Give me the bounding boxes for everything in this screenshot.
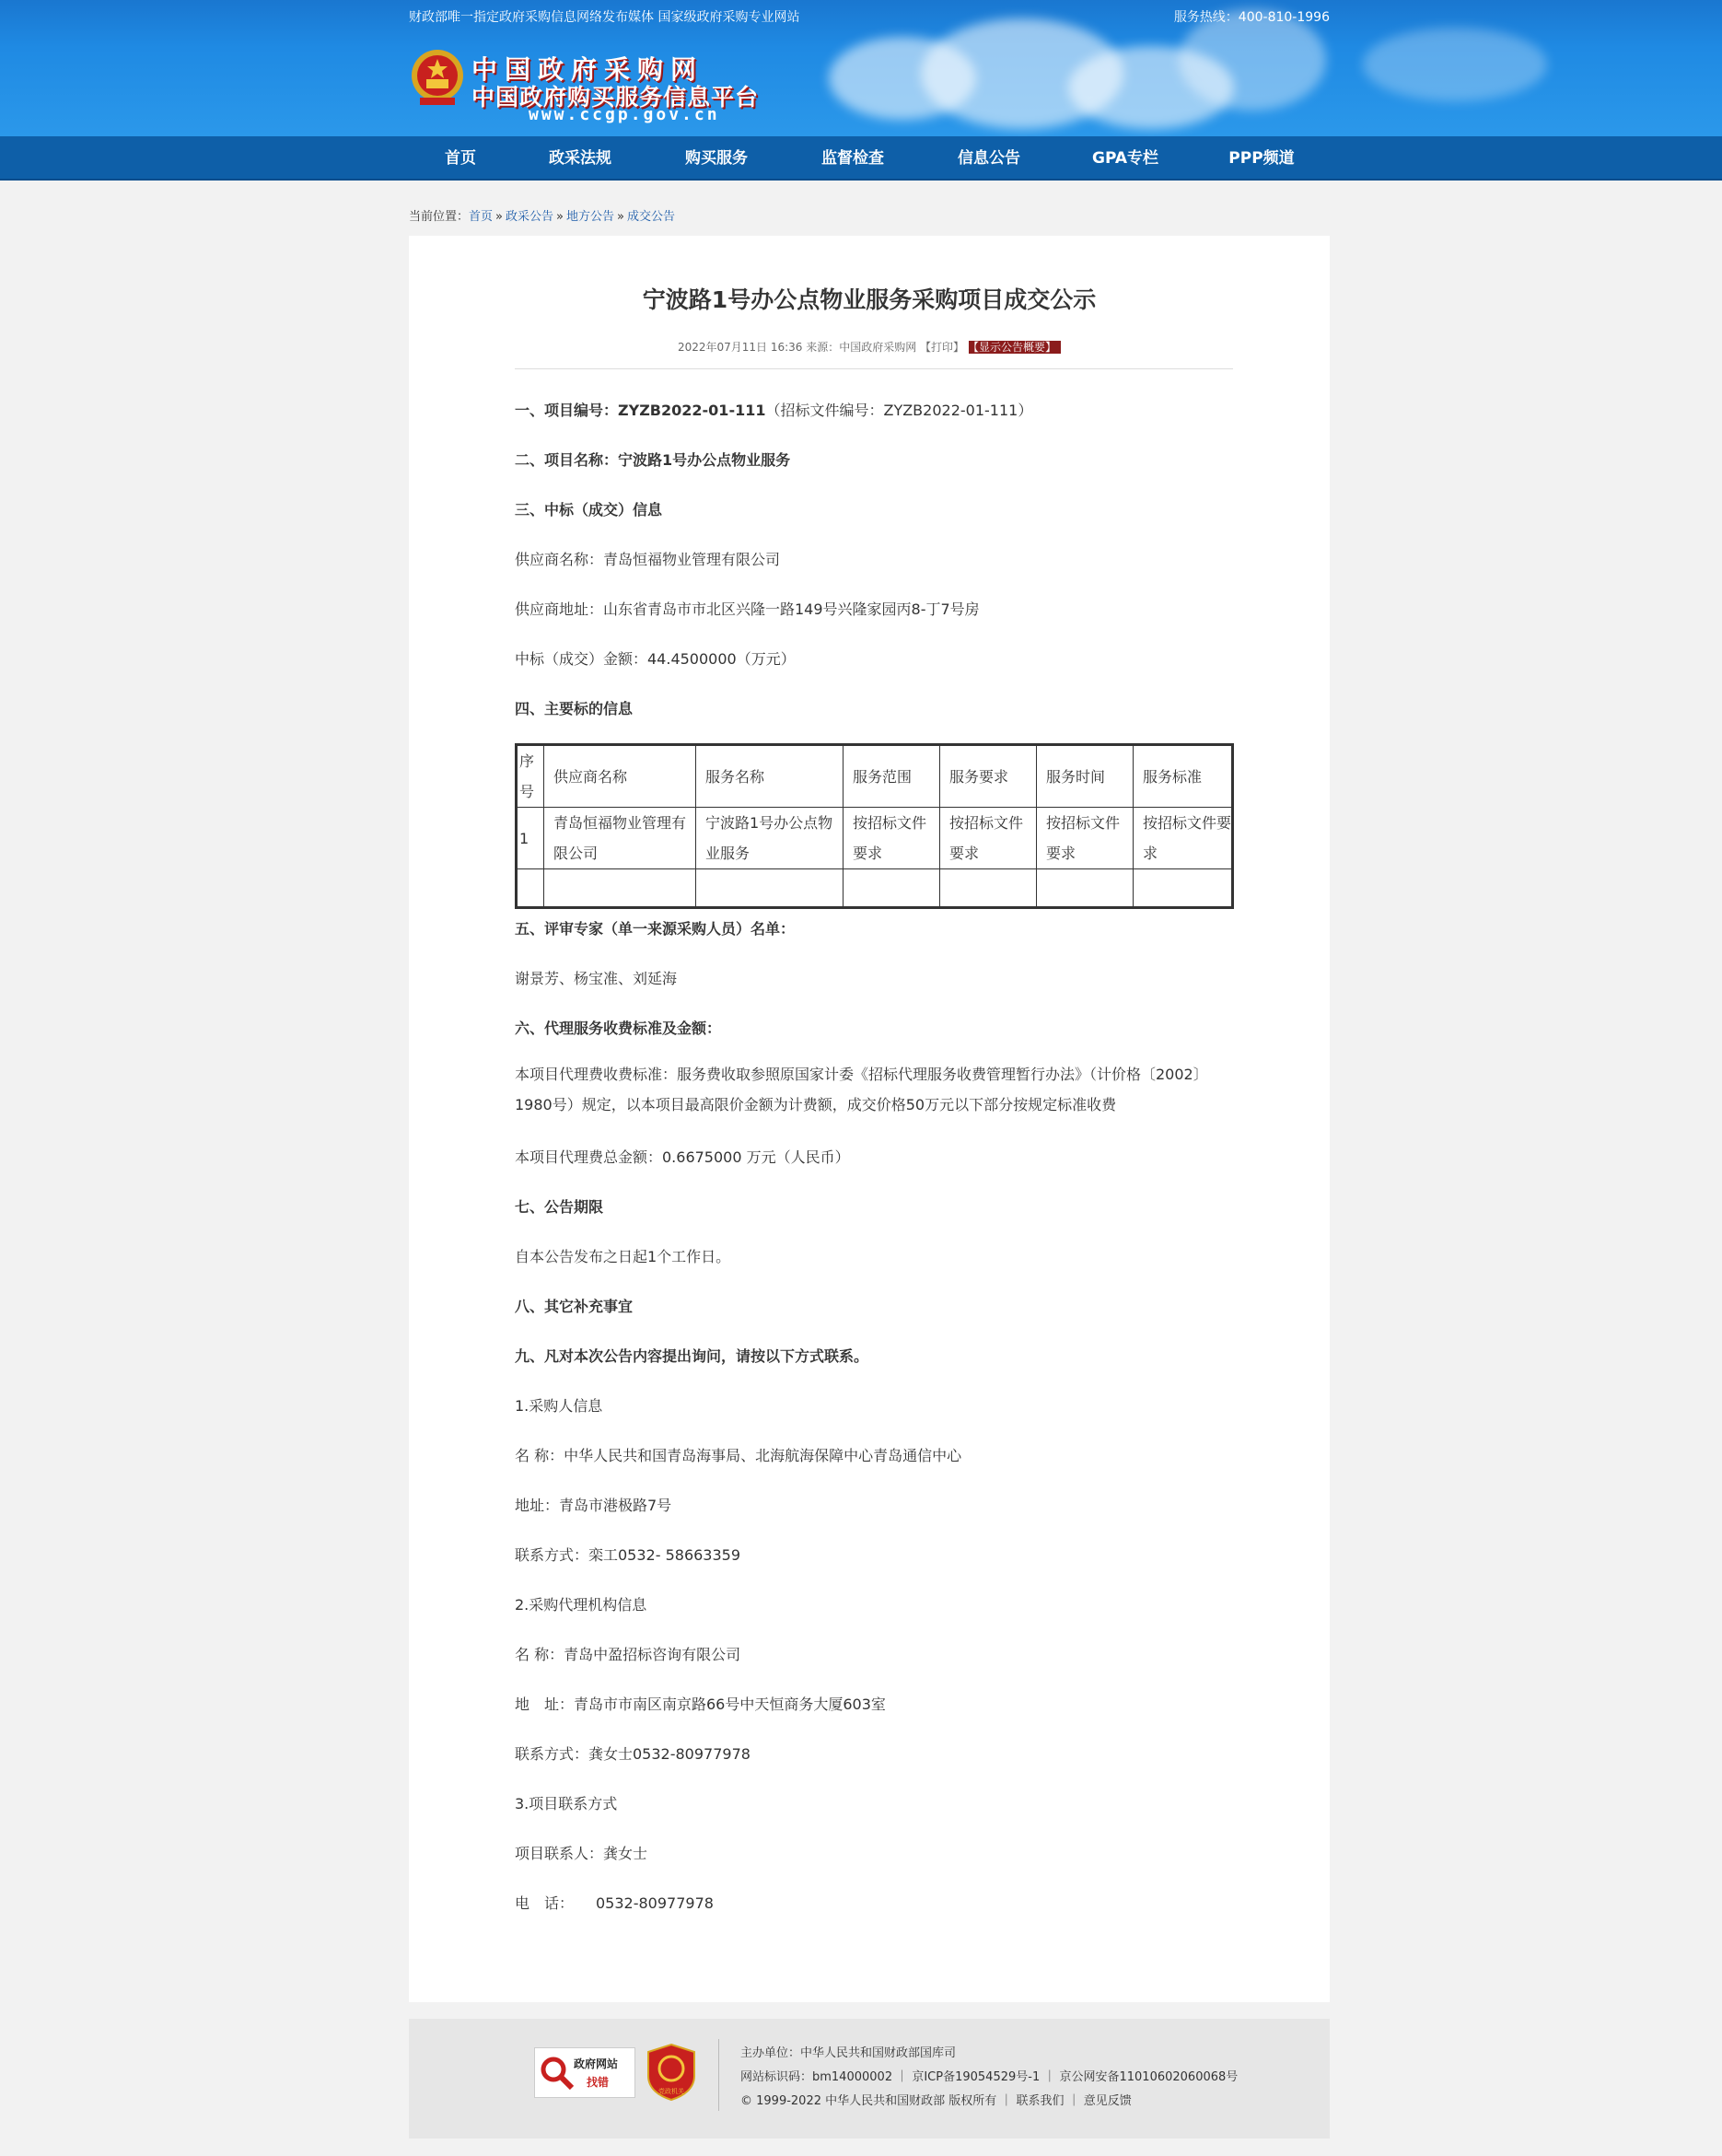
magnifier-icon	[539, 2055, 576, 2092]
nav-gpa[interactable]: GPA专栏	[1091, 149, 1158, 168]
project-number-label: 一、项目编号：	[515, 402, 619, 419]
table-header-cell: 服务标准	[1143, 767, 1203, 786]
agency-address: 地 址：青岛市市南区南京路66号中天恒商务大厦603室	[515, 1696, 886, 1713]
section-award-info: 三、中标（成交）信息	[515, 501, 663, 519]
nav-home[interactable]: 首页	[445, 149, 476, 168]
nav-announcements[interactable]: 信息公告	[958, 149, 1020, 168]
site-tagline: 财政部唯一指定政府采购信息网络发布媒体 国家级政府采购专业网站	[409, 10, 800, 25]
find-logo-top: 政府网站	[574, 2057, 619, 2070]
table-header-cell: 服务时间	[1046, 767, 1106, 786]
footer-host: 主办单位：中华人民共和国财政部国库司	[740, 2046, 957, 2060]
section-contact: 九、凡对本次公告内容提出询问，请按以下方式联系。	[515, 1347, 869, 1365]
footer-site-ids: 网站标识码：bm14000002 ｜ 京ICP备19054529号-1 ｜ 京公网安备11010602060068号	[740, 2070, 1239, 2084]
article-card	[409, 236, 1330, 2002]
agency-info-title: 2.采购代理机构信息	[515, 1596, 647, 1614]
find-logo-bottom: 找错	[587, 2076, 610, 2089]
section-period: 七、公告期限	[515, 1198, 604, 1216]
nav-purchase-service[interactable]: 购买服务	[685, 149, 748, 168]
table-cell: 按招标文件要求	[949, 814, 1024, 862]
logo-url: www.ccgp.gov.cn	[529, 105, 720, 124]
breadcrumb-sep: »	[495, 210, 503, 224]
breadcrumb-prefix: 当前位置：	[409, 210, 470, 224]
article-meta-text: 2022年07月11日 16:36 来源：中国政府采购网 【打印】	[677, 341, 965, 354]
table-header-cell: 序号	[519, 752, 535, 800]
nav-regulations[interactable]: 政采法规	[549, 149, 611, 168]
project-contact-phone: 电 话： 0532-80977978	[515, 1894, 714, 1912]
site-footer	[409, 2019, 1330, 2139]
purchaser-name: 名 称：中华人民共和国青岛海事局、北海航海保障中心青岛通信中心	[515, 1447, 962, 1464]
article-meta	[409, 339, 1330, 355]
table-row	[517, 808, 1233, 869]
agency-contact: 联系方式：龚女士0532-80977978	[515, 1745, 750, 1763]
main-nav	[0, 136, 1722, 181]
purchaser-info-title: 1.采购人信息	[515, 1397, 603, 1415]
table-header-row	[517, 745, 1233, 808]
table-header-cell: 服务名称	[705, 767, 765, 786]
nav-supervision[interactable]: 监督检查	[821, 149, 884, 168]
table-cell: 按招标文件要求	[1143, 814, 1232, 862]
fee-total: 本项目代理费总金额：0.6675000 万元（人民币）	[515, 1148, 850, 1166]
announcement-period: 自本公告发布之日起1个工作日。	[515, 1248, 731, 1265]
supplier-name: 供应商名称：青岛恒福物业管理有限公司	[515, 551, 781, 568]
nav-ppp[interactable]: PPP频道	[1228, 149, 1295, 168]
subject-table	[515, 743, 1234, 909]
purchaser-contact: 联系方式：栾工0532- 58663359	[515, 1546, 741, 1564]
fee-standard: 本项目代理费收费标准：服务费收取参照原国家计委《招标代理服务收费管理暂行办法》（计价格〔2002〕1980号）规定，以本项目最高限价金额为计费额，成交价格50万元以下部分按规定标准收费	[515, 1066, 1208, 1113]
supplier-address: 供应商地址：山东省青岛市市北区兴隆一路149号兴隆家园丙8-丁7号房	[515, 600, 980, 618]
logo-subtitle: 中国政府购买服务信息平台	[471, 84, 760, 111]
breadcrumb-sep: »	[556, 210, 564, 224]
party-government-badge-icon[interactable]	[646, 2043, 696, 2102]
table-header-cell: 服务要求	[949, 767, 1009, 786]
table-header-cell: 供应商名称	[553, 767, 628, 786]
section-agency-fee: 六、代理服务收费标准及金额：	[515, 1020, 722, 1037]
find-error-logo[interactable]	[534, 2047, 635, 2098]
table-cell: 按招标文件要求	[1046, 814, 1121, 862]
section-project-number	[515, 399, 1032, 420]
table-cell: 宁波路1号办公点物业服务	[705, 814, 833, 862]
article-title: 宁波路1号办公点物业服务采购项目成交公示	[642, 286, 1097, 313]
logo-title: 中国政府采购网	[471, 54, 704, 85]
section-supplementary: 八、其它补充事宜	[515, 1298, 634, 1315]
show-summary-button[interactable]: 【显示公告概要】	[969, 341, 1061, 354]
table-cell: 1	[519, 829, 529, 847]
breadcrumb-home[interactable]: 首页	[469, 210, 494, 224]
footer-copyright: © 1999-2022 中华人民共和国财政部 版权所有 ｜ 联系我们 ｜ 意见反馈	[740, 2094, 1132, 2108]
breadcrumb	[409, 206, 675, 224]
service-hotline: 服务热线：400-810-1996	[1173, 10, 1330, 25]
site-header	[0, 0, 1722, 136]
title-divider	[515, 368, 1233, 369]
award-amount: 中标（成交）金额：44.4500000（万元）	[515, 650, 796, 668]
project-contact-person: 项目联系人：龚女士	[515, 1845, 648, 1862]
table-cell: 按招标文件要求	[853, 814, 927, 862]
footer-divider	[718, 2039, 719, 2111]
party-logo-text: 党政机关	[658, 2088, 684, 2095]
breadcrumb-local-announce[interactable]: 地方公告	[565, 210, 614, 224]
breadcrumb-gov-announce[interactable]: 政采公告	[506, 210, 554, 224]
section-main-subject: 四、主要标的信息	[515, 700, 634, 717]
agency-name: 名 称：青岛中盈招标咨询有限公司	[515, 1646, 741, 1663]
purchaser-address: 地址：青岛市港极路7号	[515, 1497, 672, 1514]
breadcrumb-sep: »	[617, 210, 624, 224]
breadcrumb-deal-announce[interactable]: 成交公告	[626, 210, 675, 224]
table-row-empty	[517, 869, 1233, 908]
expert-names: 谢景芳、杨宝准、刘延海	[515, 970, 678, 987]
section-experts: 五、评审专家（单一来源采购人员）名单：	[515, 920, 796, 938]
project-number-code: ZYZB2022-01-111	[618, 402, 766, 419]
tender-doc-number: （招标文件编号：ZYZB2022-01-111）	[765, 402, 1033, 419]
table-cell: 青岛恒福物业管理有限公司	[553, 814, 687, 862]
section-project-name: 二、项目名称：宁波路1号办公点物业服务	[515, 451, 791, 469]
project-contact-title: 3.项目联系方式	[515, 1795, 618, 1812]
table-header-cell: 服务范围	[853, 767, 913, 786]
national-emblem-icon	[409, 48, 466, 109]
